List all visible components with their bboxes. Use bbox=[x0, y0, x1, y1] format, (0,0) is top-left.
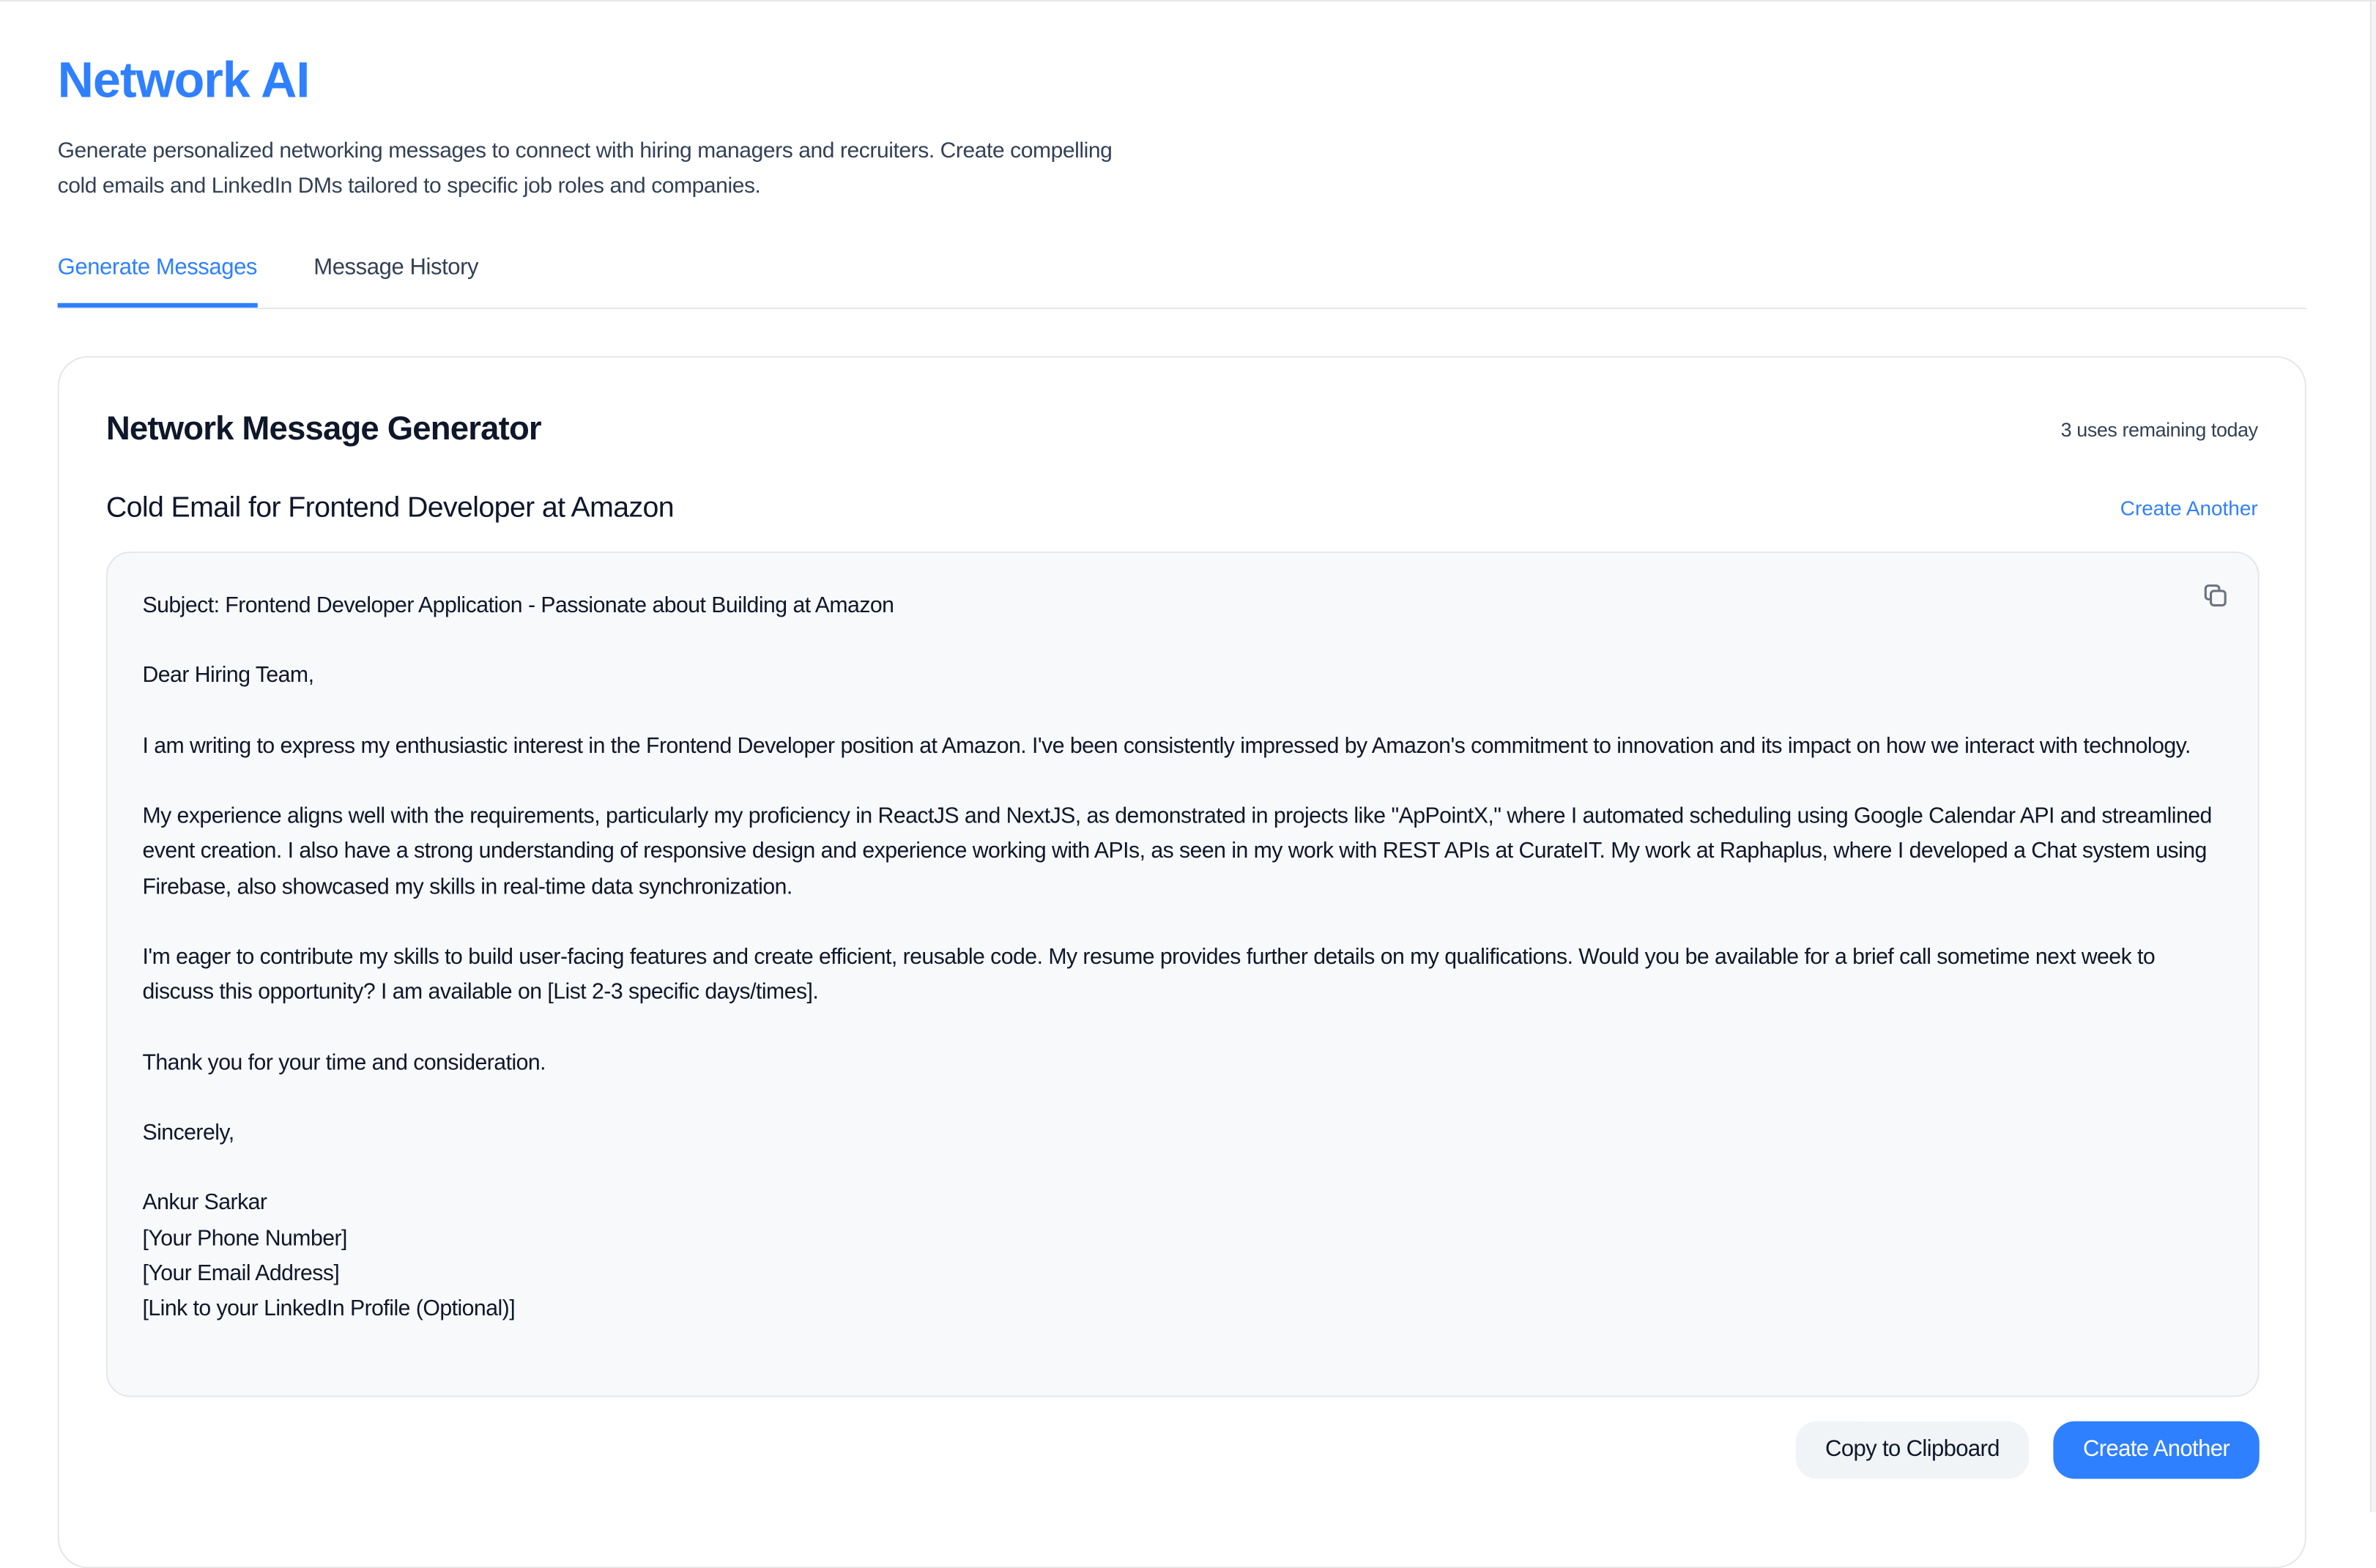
tab-bar bbox=[58, 251, 2306, 309]
signature-phone: [Your Phone Number] bbox=[142, 1226, 347, 1251]
signature-email: [Your Email Address] bbox=[142, 1261, 340, 1286]
message-box bbox=[106, 551, 2260, 1397]
card-title: Network Message Generator bbox=[105, 409, 541, 447]
app-title: Network AI bbox=[57, 51, 310, 108]
uses-remaining: 3 uses remaining today bbox=[2060, 418, 2258, 442]
message-paragraph: Thank you for your time and consideration. bbox=[142, 1050, 546, 1076]
message-greeting: Dear Hiring Team, bbox=[142, 664, 314, 689]
copy-to-clipboard-button[interactable]: Copy to Clipboard bbox=[1796, 1422, 2030, 1479]
message-subtitle: Cold Email for Frontend Developer at Amazon bbox=[105, 492, 675, 524]
scrollbar[interactable] bbox=[2370, 1, 2376, 1512]
message-paragraph: My experience aligns well with the requirements, particularly my proficiency in ReactJS and NextJS, as demonstrated in projects like "ApPointX," where I automated scheduling using Google Calendar API and streamlined event creation. I also have a strong understanding of responsive design and experience working with APIs, as seen in my work with REST APIs at CurateIT. My work at Raphaplus, where I developed a Chat system using Firebase, also showcased my skills in real-time data synchronization. bbox=[142, 804, 2212, 900]
tab-generate-messages[interactable]: Generate Messages bbox=[58, 251, 257, 308]
signature-linkedin: [Link to your LinkedIn Profile (Optional)] bbox=[142, 1296, 516, 1321]
create-another-link[interactable]: Create Another bbox=[2120, 497, 2258, 520]
signature-name: Ankur Sarkar bbox=[142, 1191, 267, 1216]
create-another-button[interactable]: Create Another bbox=[2053, 1422, 2259, 1479]
app-description: Generate personalized networking messages to connect with hiring managers and recruiters. Create compelling cold emails and LinkedIn DMs tailored to specific job roles and companies. bbox=[57, 139, 1113, 199]
message-text bbox=[142, 590, 2218, 1328]
message-paragraph: I am writing to express my enthusiastic interest in the Frontend Developer position at Amazon. I've been consistently impressed by Amazon's commitment to innovation and its impact on how we interact with technology. bbox=[142, 734, 2191, 759]
generator-card bbox=[58, 356, 2306, 1568]
tab-message-history[interactable]: Message History bbox=[313, 254, 479, 280]
message-subject: Subject: Frontend Developer Application - Passionate about Building at Amazon bbox=[142, 594, 894, 619]
message-paragraph: I'm eager to contribute my skills to build user-facing features and create efficient, reusable code. My resume provides further details on my qualifications. Would you be available for a brief call sometime next week to discuss this opportunity? I am available on [List 2-3 specific days/times]. bbox=[142, 945, 2156, 1006]
message-closing: Sincerely, bbox=[142, 1121, 234, 1145]
